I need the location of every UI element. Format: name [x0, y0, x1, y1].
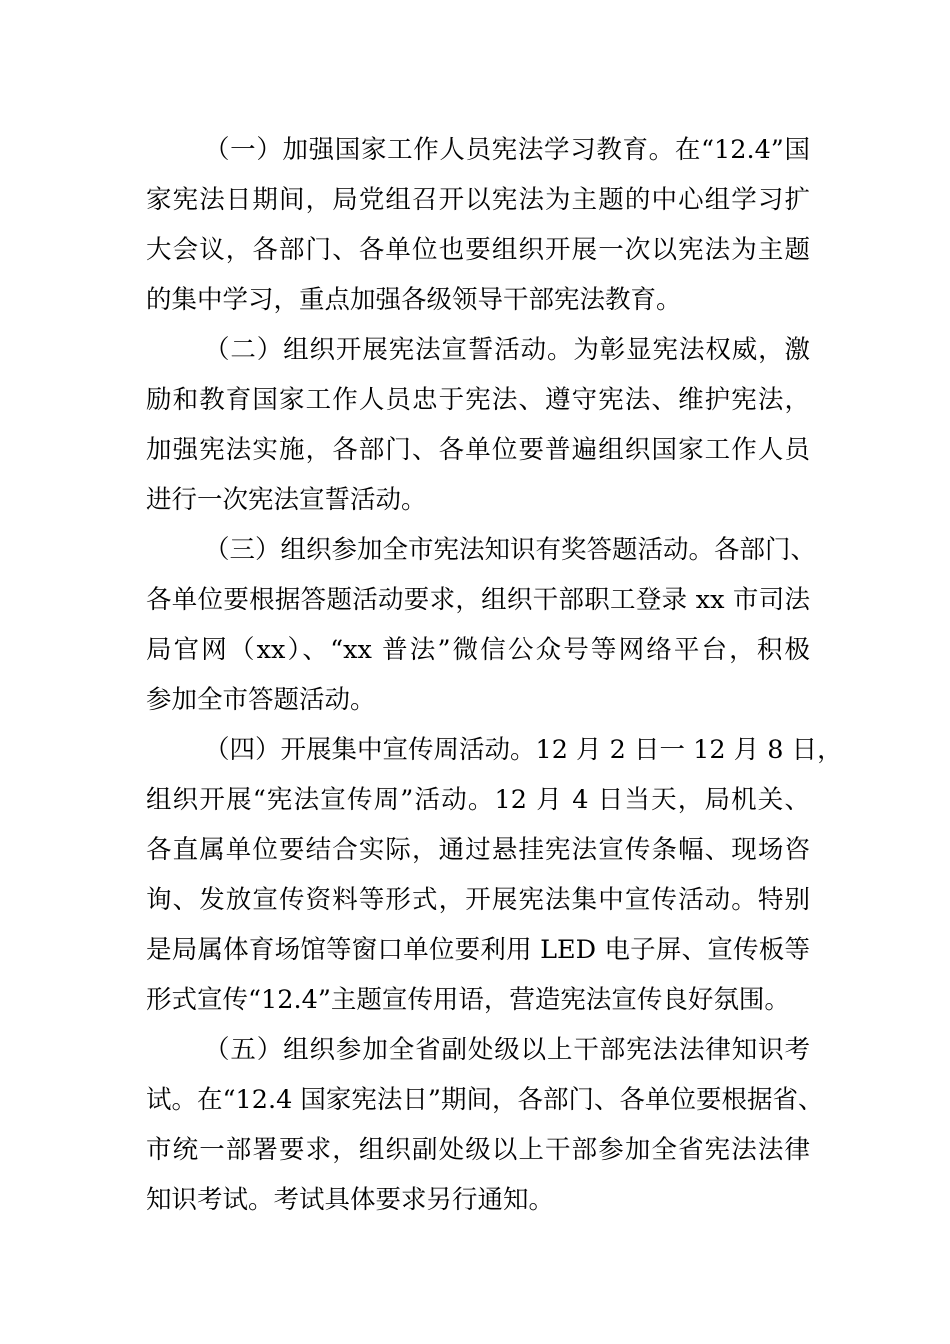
paragraph-line: （二）组织开展宪法宣誓活动。为彰显宪法权威，激: [204, 335, 810, 365]
paragraph-line: 询、发放宣传资料等形式，开展宪法集中宣传活动。特别: [146, 885, 810, 915]
paragraph-4: [146, 725, 843, 1025]
paragraph-line: 加强宪法实施，各部门、各单位要普遍组织国家工作人员: [146, 435, 810, 465]
paragraph-line: 各单位要根据答题活动要求，组织干部职工登录 xx 市司法: [146, 585, 810, 615]
paragraph-line: 市统一部署要求，组织副处级以上干部参加全省宪法法律: [146, 1135, 810, 1165]
paragraph-line: 局官网（xx）、“xx 普法”微信公众号等网络平台，积极: [146, 635, 810, 665]
paragraph-line: 组织开展“宪法宣传周”活动。12 月 4 日当天，局机关、: [146, 785, 810, 815]
paragraph-line: （五）组织参加全省副处级以上干部宪法法律知识考: [204, 1035, 810, 1065]
paragraph-line: 大会议，各部门、各单位也要组织开展一次以宪法为主题: [146, 235, 810, 265]
paragraph-line: （四）开展集中宣传周活动。12 月 2 日一 12 月 8 日，: [204, 735, 843, 765]
paragraph-line: （一）加强国家工作人员宪法学习教育。在“12.4”国: [204, 135, 810, 165]
paragraph-line: （三）组织参加全市宪法知识有奖答题活动。各部门、: [204, 535, 817, 565]
paragraph-line: 是局属体育场馆等窗口单位要利用 LED 电子屏、宣传板等: [146, 935, 810, 965]
paragraph-5: [146, 1025, 824, 1225]
paragraph-2: [146, 325, 810, 525]
document-body: [146, 125, 843, 1225]
paragraph-line: 形式宣传“12.4”主题宣传用语，营造宪法宣传良好氛围。: [146, 985, 790, 1015]
paragraph-line: 进行一次宪法宣誓活动。: [146, 485, 427, 515]
paragraph-line: 知识考试。考试具体要求另行通知。: [146, 1185, 555, 1215]
paragraph-line: 励和教育国家工作人员忠于宪法、遵守宪法、维护宪法，: [146, 385, 810, 415]
paragraph-line: 参加全市答题活动。: [146, 685, 376, 715]
paragraph-line: 各直属单位要结合实际，通过悬挂宪法宣传条幅、现场咨: [146, 835, 810, 865]
paragraph-line: 试。在“12.4 国家宪法日”期间，各部门、各单位要根据省、: [146, 1085, 824, 1115]
paragraph-3: [146, 525, 817, 725]
paragraph-1: [146, 125, 810, 325]
paragraph-line: 的集中学习，重点加强各级领导干部宪法教育。: [146, 285, 682, 315]
paragraph-line: 家宪法日期间，局党组召开以宪法为主题的中心组学习扩: [146, 185, 810, 215]
